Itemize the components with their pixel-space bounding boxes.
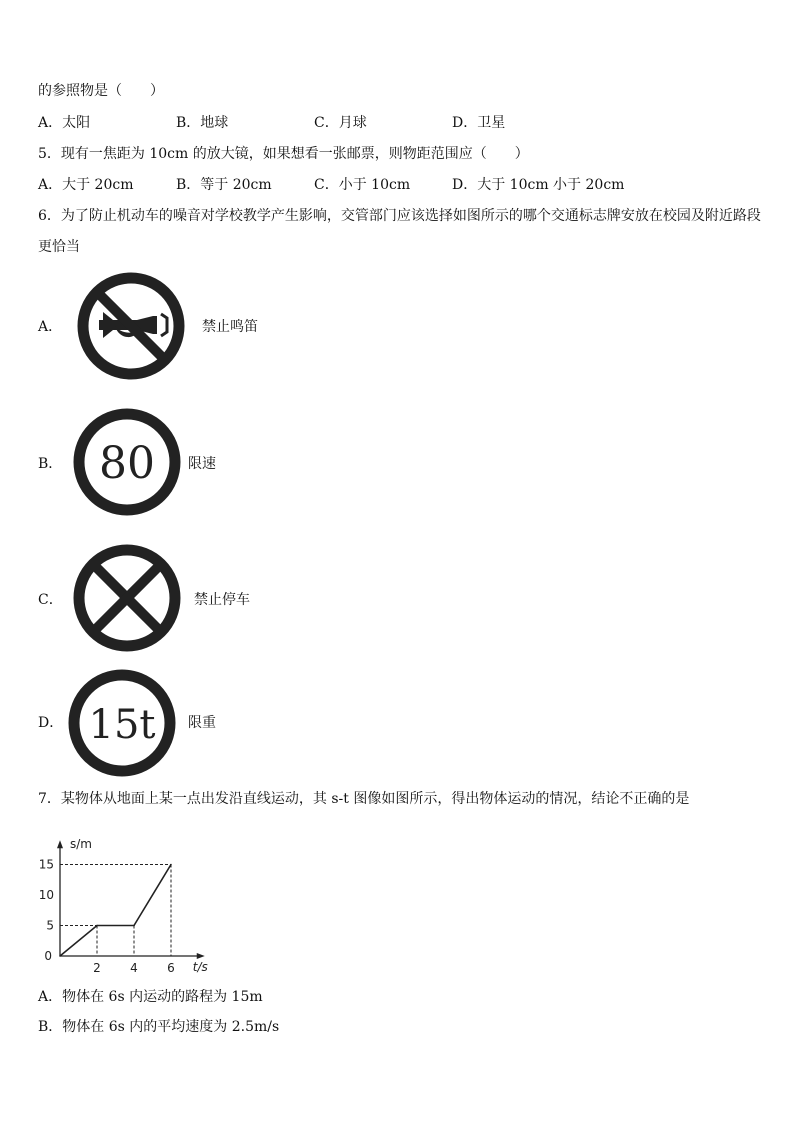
data-point [59,955,61,957]
q5-option-c[interactable]: C．小于 10cm [314,177,411,193]
speed-limit-icon [71,406,183,518]
q6-option-b[interactable] [38,406,438,516]
q6-stem-line2: 更恰当 [38,239,80,255]
q4-option-b[interactable]: B．地球 [176,115,229,131]
q6-option-d-caption: 限重 [188,715,216,731]
q5-option-b[interactable]: B．等于 20cm [176,177,272,193]
data-point [96,925,98,927]
y-tick-label: 5 [46,918,54,933]
weight-limit-text: 15t [88,702,156,748]
no-horn-icon [75,270,187,382]
q6-option-d[interactable] [38,666,438,776]
q7-option-a[interactable]: A．物体在 6s 内运动的路程为 15m [38,989,263,1005]
q6-option-a-letter: A． [38,319,63,335]
q5-stem: 5．现有一焦距为 10cm 的放大镜，如果想看一张邮票，则物距范围应（ ） [38,146,529,162]
q6-option-c[interactable] [38,541,438,651]
q6-option-c-caption: 禁止停车 [194,592,250,608]
q6-option-a-caption: 禁止鸣笛 [202,319,258,335]
q4-option-a[interactable]: A．太阳 [38,115,91,131]
x-axis-label: t/s [192,960,208,974]
speed-limit-text: 80 [99,438,155,489]
q6-option-b-caption: 限速 [188,456,216,472]
q6-option-c-letter: C． [38,592,63,608]
y-axis-label: s/m [70,837,92,852]
q6-stem-line1: 6．为了防止机动车的噪音对学校教学产生影响，交管部门应该选择如图所示的哪个交通标志牌安放在校园及附近路段 [38,208,761,224]
x-tick-label: 2 [93,961,101,975]
y-tick-label: 15 [38,857,54,872]
q4-option-d[interactable]: D．卫星 [452,115,506,131]
q4-stem-tail: 的参照物是（ ） [38,83,164,99]
x-tick-label: 4 [130,961,138,975]
s-t-chart [38,826,238,976]
y-axis-arrow [57,840,63,848]
x-tick-label: 6 [167,961,175,975]
q6-option-b-letter: B． [38,456,63,472]
series-line [60,865,171,957]
origin-label: 0 [44,949,52,963]
q7-stem: 7．某物体从地面上某一点出发沿直线运动，其 s-t 图像如图所示，得出物体运动的情况，结论不正确的是 [38,791,690,807]
q6-option-a[interactable] [38,270,438,380]
x-axis-arrow [197,953,205,959]
q4-option-c[interactable]: C．月球 [314,115,367,131]
y-tick-label: 10 [38,888,54,902]
q6-option-d-letter: D． [38,715,64,731]
q7-option-b[interactable]: B．物体在 6s 内的平均速度为 2.5m/s [38,1019,280,1035]
q5-option-a[interactable]: A．大于 20cm [38,177,134,193]
no-parking-icon [70,541,184,655]
q5-option-d[interactable]: D．大于 10cm 小于 20cm [452,177,625,193]
data-point [133,925,135,927]
data-point [170,864,172,866]
weight-limit-icon [65,666,179,780]
